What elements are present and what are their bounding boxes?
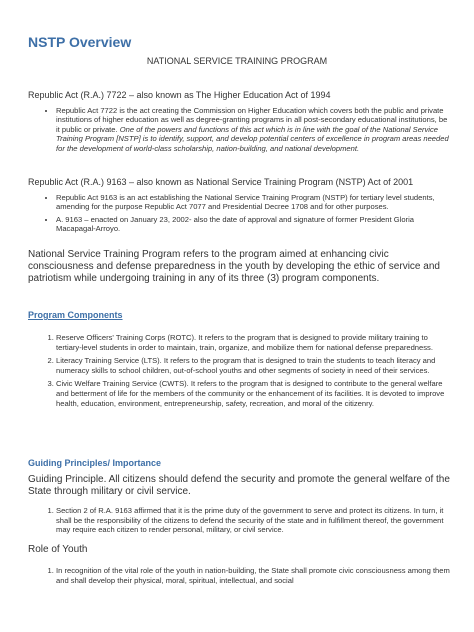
nstp-paragraph: National Service Training Program refers to the program aimed at enhancing civic consciousness and defense preparedness in the youth by developing the ethic of service and patriotism while undergoing training in any of its three (3) program components. xyxy=(28,249,440,284)
ra7722-bullet-italic: One of the powers and functions of this act which is in line with the goal of the National Service Training Program [NSTP] is to identify, support, and develop potential centers of excellence in program areas needed for the development of world-class scholarship, nation-building, and national development. xyxy=(56,124,449,153)
ra9163-bullets xyxy=(28,193,452,237)
program-components-link[interactable]: Program Components xyxy=(28,310,123,320)
ra9163-heading: Republic Act (R.A.) 9163 – also known as National Service Training Program (NSTP) Act of 2001 xyxy=(28,177,414,187)
ra7722-heading: Republic Act (R.A.) 7722 – also known as The Higher Education Act of 1994 xyxy=(28,90,331,100)
list-item: 1. Section 2 of R.A. 9163 affirmed that it is the prime duty of the government to serve and protect its citizens. In turn, it shall be the responsibility of the citizens to defend the security of the state and in fulfillment thereof, the government may require each citizen to render personal, military, or civil service. xyxy=(56,506,452,535)
list-item: • Republic Act 9163 is an act establishing the National Service Training Program (NSTP) for tertiary level students, amending for the purpose Republic Act 7077 and Presidential Decree 1708 and for other purposes. xyxy=(56,193,452,212)
role-of-youth-list xyxy=(28,566,452,589)
list-item xyxy=(56,106,452,153)
list-item: 3. Civic Welfare Training Service (CWTS). It refers to the program that is designed to contribute to the general welfare and betterment of life for the members of the community or the enhancement of its facilities. It is devoted to improve health, education, environment, entrepreneurship, safety, recreation, and moral of the citizenry. xyxy=(56,379,452,408)
list-item: 1. Reserve Officers' Training Corps (ROTC). It refers to the program that is designed to provide military training to tertiary-level students in order to maintain, train, organize, and mobilize them for national defense preparedness. xyxy=(56,333,452,352)
subtitle: NATIONAL SERVICE TRAINING PROGRAM xyxy=(146,56,328,66)
ra7722-bullet-text: Republic Act 7722 is the act creating the Commission on Higher Education which covers both the public and private institutions of higher education as well as degree-granting programs in all post-secondary educational institutions, be it public or private. xyxy=(56,106,448,134)
guiding-paragraph: Guiding Principle. All citizens should defend the security and promote the general welfare of the State through military or civil service. xyxy=(28,474,450,497)
page-title: NSTP Overview xyxy=(28,34,132,50)
ra7722-bullets xyxy=(28,106,452,156)
list-item: 2. Literacy Training Service (LTS). It refers to the program that is designed to train the students to teach literacy and numeracy skills to school children, out-of-school youths and other segments of society in need of their services. xyxy=(56,356,452,375)
list-item: 1. In recognition of the vital role of the youth in nation-building, the State shall promote civic consciousness among them and shall develop their physical, moral, spiritual, intellectual, and social xyxy=(56,566,452,585)
role-of-youth-heading: Role of Youth xyxy=(28,544,88,555)
guiding-list xyxy=(28,506,452,539)
list-item: • A. 9163 – enacted on January 23, 2002- also the date of approval and signature of former President Gloria Macapagal-Arroyo. xyxy=(56,215,452,234)
guiding-principles-heading: Guiding Principles/ Importance xyxy=(28,458,162,468)
program-components-list xyxy=(28,333,452,412)
